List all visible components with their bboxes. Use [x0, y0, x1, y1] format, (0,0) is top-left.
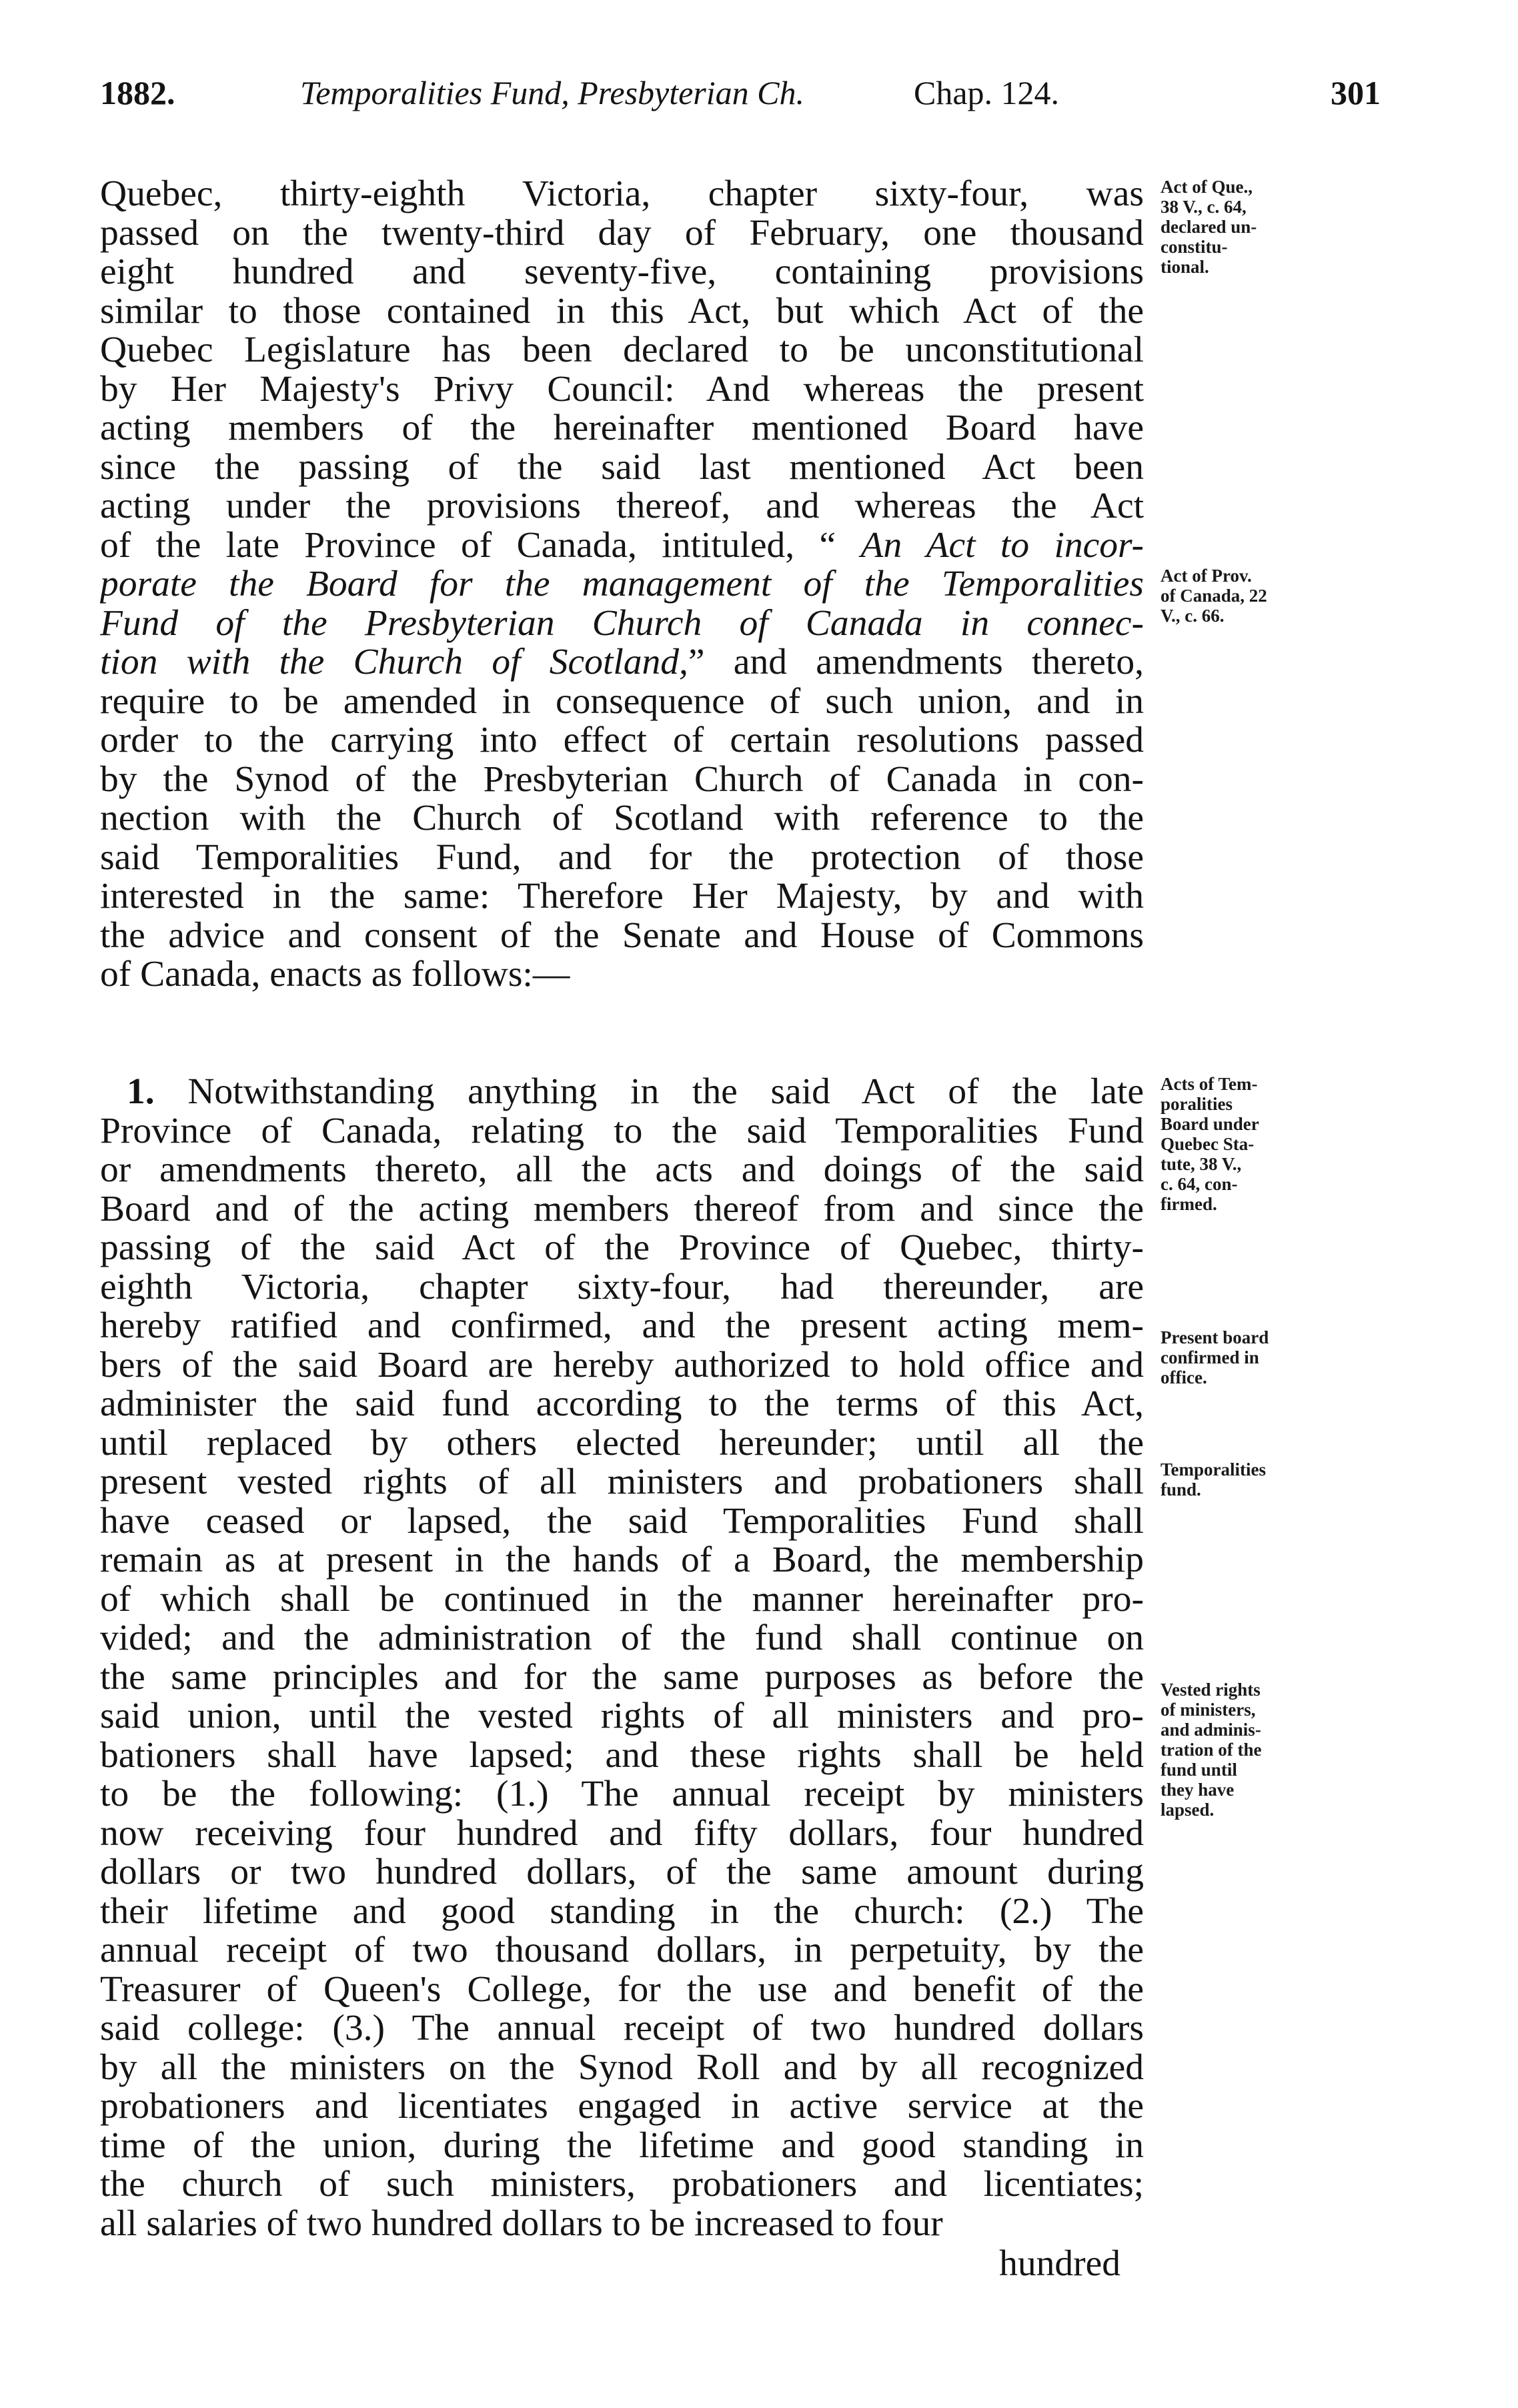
text-line: Province of Canada, relating to the said Temporalities Fund	[100, 1111, 1144, 1151]
text-line: nection with the Church of Scotland with reference to the	[100, 799, 1144, 838]
section-1-paragraph	[100, 1073, 1144, 2243]
text-line: eight hundred and seventy-five, containing provisions	[100, 253, 1144, 292]
margin-note-line: tute, 38 V.,	[1161, 1154, 1242, 1174]
text-line: by the Synod of the Presbyterian Church of Canada in con-	[100, 760, 1144, 799]
margin-note-line: Act of Que.,	[1161, 177, 1253, 197]
margin-note-line: V., c. 66.	[1161, 606, 1225, 626]
text-line: until replaced by others elected hereunder; until all the	[100, 1423, 1144, 1463]
text-line: acting members of the hereinafter mentioned Board have	[100, 409, 1144, 448]
text-line: Board and of the acting members thereof from and since the	[100, 1189, 1144, 1229]
text-line: by all the ministers on the Synod Roll and by all recognized	[100, 2048, 1144, 2087]
text-line: tion with the Church of Scotland,” and amendments thereto,	[100, 643, 1144, 682]
text-line: Treasurer of Queen's College, for the use and benefit of the	[100, 1970, 1144, 2009]
preamble-paragraph	[100, 175, 1144, 995]
text-line: said Temporalities Fund, and for the protection of those	[100, 838, 1144, 877]
margin-note-line: of ministers,	[1161, 1700, 1256, 1720]
margin-note	[1161, 566, 1347, 626]
margin-note-line: of Canada, 22	[1161, 586, 1267, 606]
text-line: interested in the same: Therefore Her Majesty, by and with	[100, 877, 1144, 917]
text-line: by Her Majesty's Privy Council: And whereas the present	[100, 370, 1144, 409]
text-line: administer the said fund according to the terms of this Act,	[100, 1385, 1144, 1424]
text-line: passed on the twenty-third day of February, one thousand	[100, 213, 1144, 253]
margin-note-line: and adminis-	[1161, 1720, 1261, 1740]
running-header	[100, 73, 1381, 127]
text-line: said union, until the vested rights of all ministers and pro-	[100, 1697, 1144, 1736]
margin-note	[1161, 1074, 1347, 1214]
margin-note-line: fund.	[1161, 1479, 1201, 1499]
margin-note-line: firmed.	[1161, 1194, 1217, 1214]
header-chapter: Chap. 124.	[914, 74, 1060, 111]
margin-note-line: Board under	[1161, 1114, 1259, 1134]
catchword: hundred	[999, 2243, 1120, 2284]
margin-note-line: Vested rights	[1161, 1680, 1261, 1700]
text-line: eighth Victoria, chapter sixty-four, had thereunder, are	[100, 1267, 1144, 1307]
margin-note-line: tration of the	[1161, 1740, 1262, 1760]
text-line: bationers shall have lapsed; and these rights shall be held	[100, 1736, 1144, 1775]
text-line: time of the union, during the lifetime and good standing in	[100, 2126, 1144, 2165]
text-line: 1. Notwithstanding anything in the said Act of the late	[127, 1073, 1144, 1112]
margin-note-line: lapsed.	[1161, 1800, 1215, 1820]
text-line: Fund of the Presbyterian Church of Canada in connec-	[100, 604, 1144, 643]
paragraph	[100, 175, 1144, 995]
paragraph	[100, 1073, 1144, 2243]
text-line: said college: (3.) The annual receipt of two hundred dollars	[100, 2009, 1144, 2048]
text-line: hereby ratified and confirmed, and the present acting mem-	[100, 1307, 1144, 1346]
text-line: remain as at present in the hands of a Board, the membership	[100, 1541, 1144, 1580]
text-line: order to the carrying into effect of certain resolutions passed	[100, 721, 1144, 760]
text-line: present vested rights of all ministers and probationers shall	[100, 1463, 1144, 1502]
text-line: or amendments thereto, all the acts and doings of the said	[100, 1151, 1144, 1190]
margin-note-line: confirmed in	[1161, 1347, 1259, 1367]
margin-note-line: Quebec Sta-	[1161, 1134, 1255, 1154]
margin-note-line: c. 64, con-	[1161, 1174, 1238, 1194]
margin-note-line: Present board	[1161, 1327, 1269, 1347]
margin-note	[1161, 177, 1347, 277]
margin-note	[1161, 1327, 1347, 1387]
margin-note-line: Temporalities	[1161, 1459, 1266, 1479]
text-line: their lifetime and good standing in the church: (2.) The	[100, 1892, 1144, 1931]
header-page-number: 301	[1331, 74, 1381, 111]
text-line: all salaries of two hundred dollars to be increased to four	[100, 2204, 943, 2243]
header-year: 1882.	[100, 74, 175, 111]
text-line: Quebec Legislature has been declared to be unconstitutional	[100, 331, 1144, 370]
text-line: now receiving four hundred and fifty dollars, four hundred	[100, 1814, 1144, 1853]
text-line: porate the Board for the management of the Temporalities	[100, 565, 1144, 604]
header-running-title: Temporalities Fund, Presbyterian Ch.	[300, 74, 805, 111]
text-line: vided; and the administration of the fund shall continue on	[100, 1619, 1144, 1658]
margin-note-line: Act of Prov.	[1161, 566, 1252, 586]
text-line: the advice and consent of the Senate and House of Commons	[100, 916, 1144, 955]
margin-note-line: they have	[1161, 1780, 1235, 1800]
margin-note-line: constitu-	[1161, 237, 1228, 257]
text-line: have ceased or lapsed, the said Temporalities Fund shall	[100, 1501, 1144, 1541]
text-line: bers of the said Board are hereby authorized to hold office and	[100, 1345, 1144, 1385]
margin-note-line: tional.	[1161, 257, 1209, 277]
text-line: the same principles and for the same purposes as before the	[100, 1658, 1144, 1697]
text-line: of the late Province of Canada, intituled, “ An Act to incor-	[100, 526, 1144, 565]
text-line: acting under the provisions thereof, and whereas the Act	[100, 487, 1144, 526]
text-line: to be the following: (1.) The annual receipt by ministers	[100, 1775, 1144, 1814]
margin-note-line: 38 V., c. 64,	[1161, 197, 1247, 217]
margin-note-line: Acts of Tem-	[1161, 1074, 1258, 1094]
text-line: require to be amended in consequence of such union, and in	[100, 682, 1144, 721]
margin-note	[1161, 1680, 1347, 1820]
margin-note-line: office.	[1161, 1367, 1207, 1387]
text-line: Quebec, thirty-eighth Victoria, chapter sixty-four, was	[100, 175, 1144, 214]
catchword-block	[100, 2245, 1144, 2284]
text-line: of Canada, enacts as follows:—	[100, 955, 570, 995]
margin-note-line: declared un-	[1161, 217, 1257, 237]
margin-note-line: poralities	[1161, 1094, 1233, 1114]
text-line: of which shall be continued in the manner hereinafter pro-	[100, 1580, 1144, 1619]
margin-note-line: fund until	[1161, 1760, 1237, 1780]
text-line: the church of such ministers, probationers and licentiates;	[100, 2165, 1144, 2205]
text-line: since the passing of the said last mentioned Act been	[100, 448, 1144, 487]
text-line: passing of the said Act of the Province of Quebec, thirty-	[100, 1229, 1144, 1268]
text-line: annual receipt of two thousand dollars, in perpetuity, by the	[100, 1931, 1144, 1970]
text-line: probationers and licentiates engaged in active service at the	[100, 2087, 1144, 2127]
text-line: dollars or two hundred dollars, of the same amount during	[100, 1853, 1144, 1892]
margin-note	[1161, 1459, 1347, 1499]
text-line: similar to those contained in this Act, but which Act of the	[100, 291, 1144, 331]
